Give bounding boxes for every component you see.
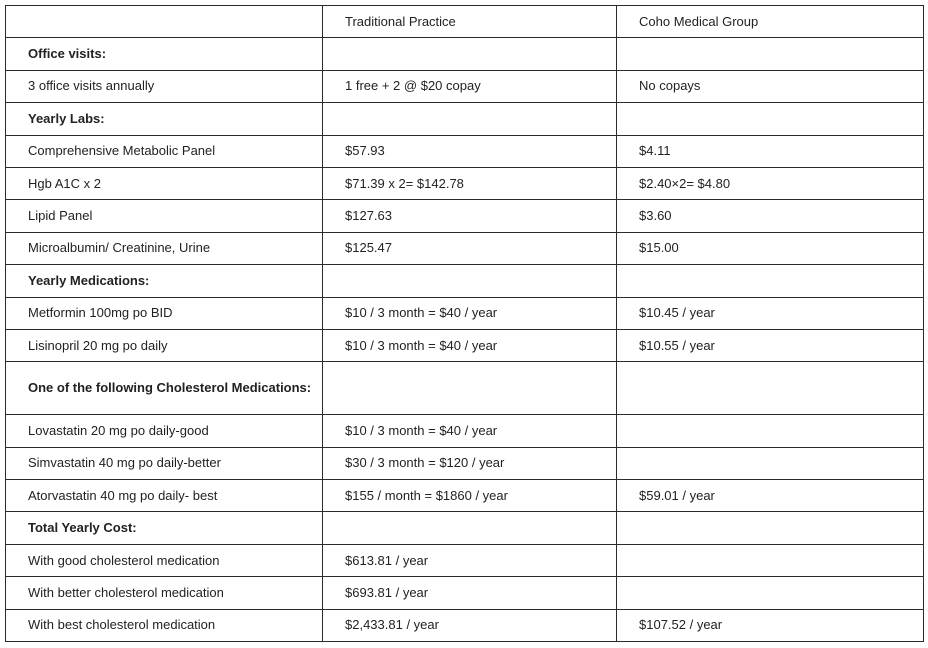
coho-cost-cell (617, 447, 924, 479)
coho-cost-cell (617, 38, 924, 70)
table-row (6, 297, 924, 329)
row-label: Comprehensive Metabolic Panel (6, 135, 323, 167)
table-row (6, 200, 924, 232)
table-row (6, 135, 924, 167)
traditional-cost-cell (323, 103, 617, 135)
traditional-cost-cell: $613.81 / year (323, 544, 617, 576)
coho-cost-cell (617, 544, 924, 576)
table-row (6, 232, 924, 264)
row-label: Simvastatin 40 mg po daily-better (6, 447, 323, 479)
section-row (6, 362, 924, 415)
coho-cost-cell (617, 265, 924, 297)
coho-cost-cell: $107.52 / year (617, 609, 924, 641)
row-label: Metformin 100mg po BID (6, 297, 323, 329)
table-row (6, 609, 924, 641)
table-row (6, 447, 924, 479)
row-label: Microalbumin/ Creatinine, Urine (6, 232, 323, 264)
section-row (6, 512, 924, 544)
coho-cost-cell: $4.11 (617, 135, 924, 167)
header-cell-coho: Coho Medical Group (617, 6, 924, 38)
coho-cost-cell (617, 415, 924, 447)
traditional-cost-cell (323, 38, 617, 70)
coho-cost-cell: $59.01 / year (617, 480, 924, 512)
traditional-cost-cell (323, 362, 617, 415)
coho-cost-cell: No copays (617, 70, 924, 102)
table-row (6, 70, 924, 102)
section-heading: Total Yearly Cost: (6, 512, 323, 544)
row-label: Lisinopril 20 mg po daily (6, 329, 323, 361)
traditional-cost-cell: $10 / 3 month = $40 / year (323, 415, 617, 447)
traditional-cost-cell (323, 265, 617, 297)
coho-cost-cell: $3.60 (617, 200, 924, 232)
traditional-cost-cell: $30 / 3 month = $120 / year (323, 447, 617, 479)
traditional-cost-cell (323, 512, 617, 544)
coho-cost-cell: $10.55 / year (617, 329, 924, 361)
header-cell-traditional: Traditional Practice (323, 6, 617, 38)
row-label: With better cholesterol medication (6, 577, 323, 609)
row-label: 3 office visits annually (6, 70, 323, 102)
section-heading: Yearly Labs: (6, 103, 323, 135)
table-row (6, 480, 924, 512)
header-row (6, 6, 924, 38)
traditional-cost-cell: $693.81 / year (323, 577, 617, 609)
traditional-cost-cell: $155 / month = $1860 / year (323, 480, 617, 512)
section-heading: Office visits: (6, 38, 323, 70)
coho-cost-cell (617, 103, 924, 135)
section-row (6, 38, 924, 70)
traditional-cost-cell: $10 / 3 month = $40 / year (323, 297, 617, 329)
traditional-cost-cell: $57.93 (323, 135, 617, 167)
row-label: Lovastatin 20 mg po daily-good (6, 415, 323, 447)
coho-cost-cell: $15.00 (617, 232, 924, 264)
section-heading: One of the following Cholesterol Medications: (6, 362, 323, 415)
traditional-cost-cell: 1 free + 2 @ $20 copay (323, 70, 617, 102)
coho-cost-cell (617, 512, 924, 544)
traditional-cost-cell: $71.39 x 2= $142.78 (323, 167, 617, 199)
table-row (6, 167, 924, 199)
cost-comparison-table (5, 5, 924, 642)
table-row (6, 544, 924, 576)
header-cell-label (6, 6, 323, 38)
row-label: With good cholesterol medication (6, 544, 323, 576)
section-row (6, 265, 924, 297)
coho-cost-cell (617, 577, 924, 609)
coho-cost-cell (617, 362, 924, 415)
table-row (6, 329, 924, 361)
row-label: Lipid Panel (6, 200, 323, 232)
table-body (6, 38, 924, 642)
section-heading: Yearly Medications: (6, 265, 323, 297)
table-row (6, 577, 924, 609)
traditional-cost-cell: $127.63 (323, 200, 617, 232)
row-label: With best cholesterol medication (6, 609, 323, 641)
traditional-cost-cell: $2,433.81 / year (323, 609, 617, 641)
section-row (6, 103, 924, 135)
coho-cost-cell: $10.45 / year (617, 297, 924, 329)
table-row (6, 415, 924, 447)
traditional-cost-cell: $125.47 (323, 232, 617, 264)
traditional-cost-cell: $10 / 3 month = $40 / year (323, 329, 617, 361)
coho-cost-cell: $2.40×2= $4.80 (617, 167, 924, 199)
row-label: Hgb A1C x 2 (6, 167, 323, 199)
row-label: Atorvastatin 40 mg po daily- best (6, 480, 323, 512)
